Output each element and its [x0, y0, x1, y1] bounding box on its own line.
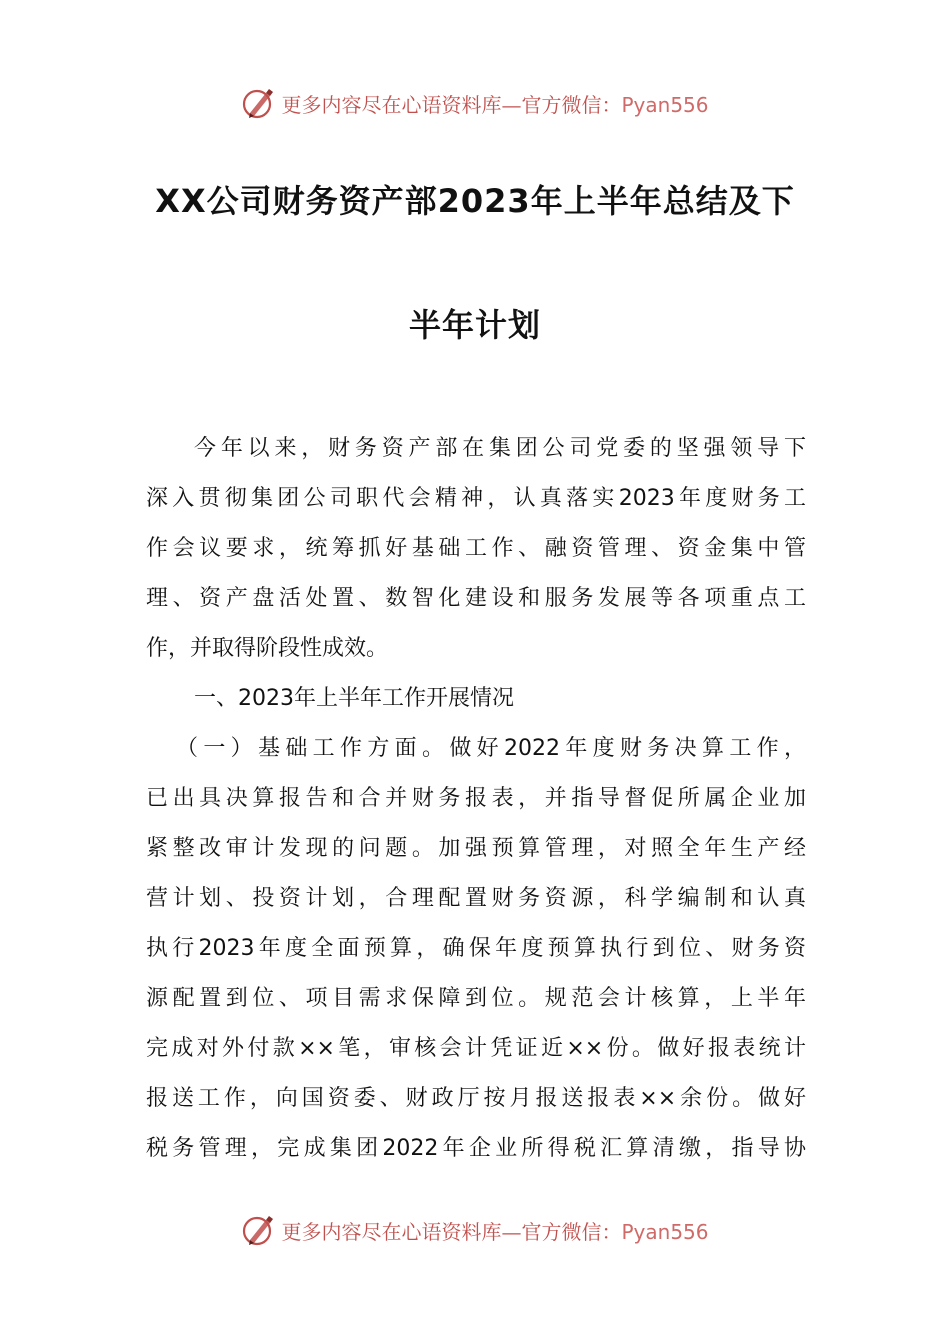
text-line: 源配置到位、项目需求保障到位。规范会计核算，上半年: [146, 986, 806, 1011]
text-line: 深入贯彻集团公司职代会精神，认真落实2023年度财务工: [146, 486, 806, 511]
text-line: （一）基础工作方面。做好2022年度财务决算工作，: [176, 736, 806, 761]
paragraph-basic-work: [146, 724, 806, 1174]
watermark-wechat-id: Pyan556: [621, 1219, 709, 1244]
text-line: 已出具决算报告和合并财务报表，并指导督促所属企业加: [146, 786, 806, 811]
pen-logo-icon: [241, 85, 277, 121]
document-title-line-2: 半年计划: [408, 306, 541, 344]
watermark-label: 更多内容尽在心语资料库—官方微信：: [281, 1219, 622, 1244]
text-line: 执行2023年度全面预算，确保年度预算执行到位、财务资: [146, 936, 806, 961]
text-line: 理、资产盘活处置、数智化建设和服务发展等各项重点工: [146, 586, 806, 611]
text-line: 完成对外付款××笔，审核会计凭证近××份。做好报表统计: [146, 1036, 806, 1061]
watermark-text: [281, 1216, 708, 1245]
watermark-text: [281, 89, 708, 118]
pen-logo-icon: [241, 1212, 277, 1248]
document-title-line-1: XX公司财务资产部2023年上半年总结及下: [155, 182, 795, 220]
watermark-label: 更多内容尽在心语资料库—官方微信：: [281, 92, 622, 117]
text-line: 报送工作，向国资委、财政厅按月报送报表××余份。做好: [146, 1086, 806, 1111]
text-line: 今年以来，财务资产部在集团公司党委的坚强领导下: [194, 436, 806, 461]
text-line: 作会议要求，统筹抓好基础工作、融资管理、资金集中管: [146, 536, 806, 561]
watermark-wechat-id: Pyan556: [621, 92, 709, 117]
text-line: 作，并取得阶段性成效。: [146, 636, 389, 661]
text-line: 税务管理，完成集团2022年企业所得税汇算清缴，指导协: [146, 1136, 806, 1161]
section-heading: [146, 674, 806, 724]
paragraph-intro: [146, 424, 806, 674]
section-heading-text: 一、2023年上半年工作开展情况: [194, 686, 514, 711]
watermark-header: [0, 83, 950, 123]
text-line: 紧整改审计发现的问题。加强预算管理，对照全年生产经: [146, 836, 806, 861]
watermark-footer: [0, 1210, 950, 1250]
text-line: 营计划、投资计划，合理配置财务资源，科学编制和认真: [146, 886, 806, 911]
